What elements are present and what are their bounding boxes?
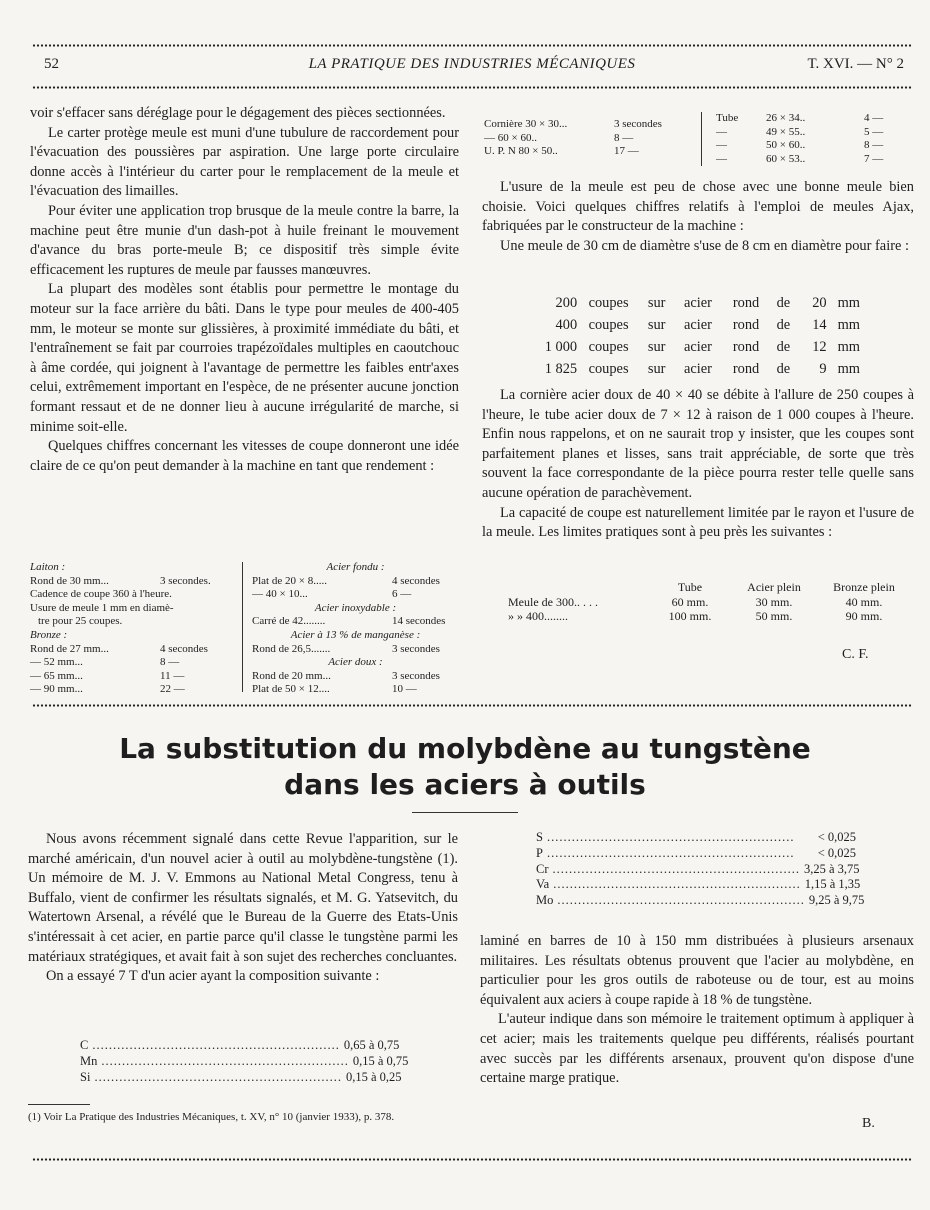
limits-cell: 90 mm.	[845, 609, 883, 623]
element-value: 0,65 à 0,75	[343, 1038, 400, 1052]
top-kind: —	[716, 152, 727, 165]
cut-time: 11 —	[160, 669, 185, 682]
cut-label: Cadence de coupe 360 à l'heure.	[30, 588, 172, 601]
cut-row	[252, 602, 459, 616]
composition-left	[80, 1038, 409, 1085]
element-symbol: C	[80, 1038, 89, 1052]
right-column	[482, 178, 914, 256]
top-size: 26 × 34..	[766, 112, 806, 124]
cut-row	[30, 670, 235, 684]
limits-cell: 60 mm.	[671, 594, 709, 609]
cut-label: — 65 mm...	[30, 669, 83, 682]
cut-label: Carré de 42........	[252, 615, 326, 628]
cut-label: Acier inoxydable :	[314, 601, 397, 614]
dot-leader: ............................................................	[553, 877, 801, 892]
wear-cell: 9	[819, 361, 827, 377]
dot-leader: ............................................................	[557, 893, 805, 908]
wear-cell: de	[776, 361, 791, 377]
limits-head	[508, 580, 648, 595]
paragraph: Quelques chiffres concernant les vitesses de coupe donneront une idée claire de ce qu'on peut demander à la machine en tant que rendement :	[30, 438, 459, 474]
top-time: 17 —	[614, 145, 639, 158]
top-row	[484, 145, 694, 159]
top-time: 8 —	[864, 139, 884, 152]
top-size: 50 × 60..	[766, 139, 806, 152]
cut-row	[252, 683, 459, 697]
limits-head: Acier plein	[747, 580, 801, 594]
table-divider	[701, 112, 702, 166]
composition-right	[536, 830, 865, 909]
wear-cell: coupes	[588, 295, 629, 311]
cut-time: 3 secondes	[392, 642, 440, 655]
top-table-left	[484, 118, 694, 159]
paragraph: voir s'effacer sans déréglage pour le dégagement des pièces sectionnées.	[30, 105, 446, 121]
wear-cell: de	[776, 295, 791, 311]
element-value: 0,15 à 0,25	[345, 1069, 402, 1084]
cut-label: Usure de meule 1 mm en diamè-	[30, 601, 174, 614]
element-value: 9,25 à 9,75	[808, 893, 865, 908]
top-time: 3 secondes	[614, 118, 662, 130]
signature: B.	[862, 1116, 875, 1131]
dot-leader: ............................................................	[101, 1053, 349, 1068]
element-symbol: Si	[80, 1069, 91, 1084]
wear-cell: acier	[683, 339, 712, 355]
title-rule	[412, 812, 518, 813]
composition-row	[536, 830, 856, 846]
cut-label: Rond de 30 mm...	[30, 574, 109, 587]
limits-cell: 30 mm.	[755, 594, 793, 609]
cut-time: 6 —	[392, 588, 412, 601]
cut-time: 10 —	[392, 683, 417, 696]
wear-cell: coupes	[588, 361, 629, 377]
element-symbol: Cr	[536, 861, 549, 876]
cut-row	[30, 656, 235, 670]
top-kind: —	[716, 125, 727, 138]
composition-row	[536, 846, 856, 862]
composition-row	[536, 877, 861, 893]
cut-label: Plat de 20 × 8.....	[252, 574, 327, 587]
cut-label: tre pour 25 coupes.	[38, 615, 123, 628]
wear-cell: rond	[732, 339, 760, 355]
cut-time: 22 —	[160, 683, 185, 696]
dot-leader: ............................................................	[546, 845, 795, 860]
element-value: < 0,025	[817, 830, 856, 844]
cut-label: Acier à 13 % de manganèse :	[290, 628, 421, 641]
wear-cell: 14	[812, 317, 827, 333]
top-kind: —	[716, 139, 727, 152]
wear-cell: 1 000	[544, 339, 578, 355]
cut-row	[252, 629, 459, 643]
limits-cell: » » 400........	[508, 609, 568, 623]
article-left-column	[28, 830, 458, 987]
wear-cell: sur	[647, 361, 666, 377]
wear-row	[530, 314, 860, 336]
element-symbol: Va	[536, 877, 550, 892]
paragraph: Une meule de 30 cm de diamètre s'use de 8 cm en diamètre pour faire :	[500, 237, 909, 254]
article-right-column	[480, 932, 914, 1089]
top-time: 7 —	[864, 152, 884, 165]
article-title-line1: La substitution du molybdène au tungstène	[119, 732, 811, 765]
limits-row	[508, 595, 912, 610]
wear-cell: coupes	[588, 339, 629, 355]
cut-label: Rond de 26,5.......	[252, 642, 331, 655]
cut-label: Acier doux :	[328, 656, 383, 669]
wear-cell: de	[776, 317, 791, 333]
wear-row	[530, 292, 860, 314]
element-value: 1,15 à 1,35	[804, 877, 861, 892]
cut-label: Plat de 50 × 12....	[252, 683, 330, 696]
wear-cell: 12	[812, 339, 827, 355]
wear-cell: 400	[555, 317, 578, 333]
article-title-line2: dans les aciers à outils	[284, 768, 646, 801]
cut-label: — 90 mm...	[30, 683, 83, 696]
cut-row	[252, 643, 459, 657]
limits-cell: 100 mm.	[668, 609, 712, 623]
top-dotted-rule	[32, 44, 912, 47]
paragraph: On a essayé 7 T d'un acier ayant la composition suivante :	[46, 968, 380, 985]
top-row	[484, 118, 694, 132]
limits-header	[508, 580, 912, 595]
cut-row	[252, 656, 459, 670]
cut-label: — 40 × 10...	[252, 588, 308, 601]
wear-cell: rond	[732, 317, 760, 333]
limits-cell: 50 mm.	[755, 609, 793, 623]
cut-label: Rond de 27 mm...	[30, 642, 109, 655]
cut-row	[30, 588, 235, 602]
wear-cell: coupes	[588, 317, 629, 333]
wear-cell: rond	[732, 295, 760, 311]
table-divider	[242, 562, 243, 692]
wear-cell: mm	[837, 339, 860, 355]
cut-row	[30, 575, 235, 589]
top-size: 60 × 53..	[766, 152, 806, 165]
top-row	[716, 153, 912, 167]
paragraph: Pour éviter une application trop brusque de la meule contre la barre, la machine peut être munie d'un dash-pot à huile freinant le mouvement d'avance du bras porte-meule B; ce dispositif très simple évite efficacement les ruptures de meule par fausses manœuvres.	[30, 202, 459, 278]
page-number: 52	[44, 56, 59, 72]
paragraph: L'auteur indique dans son mémoire le traitement optimum à appliquer à cet acier; mais les traitements quelque peu différents, réalisés pourtant avec succès par les différents arsenaux, prouvent qu'on dispose d'une certaine marge pratique.	[480, 1011, 914, 1087]
top-size: 49 × 55..	[766, 125, 806, 138]
top-time: 5 —	[864, 125, 884, 138]
bottom-dotted-rule	[32, 1158, 912, 1161]
cut-label: Rond de 20 mm...	[252, 669, 331, 682]
element-symbol: Mo	[536, 893, 554, 908]
top-time: 8 —	[614, 131, 634, 144]
wear-cell: acier	[683, 361, 712, 377]
top-table-right	[716, 112, 912, 166]
footnote-rule	[28, 1104, 90, 1105]
cut-row	[252, 615, 459, 629]
cut-row	[252, 575, 459, 589]
paragraph: laminé en barres de 10 à 150 mm distribuées à plusieurs arsenaux militaires. Les résultats obtenus prouvent que l'acier au molybdène, en particulier pour les gros outils de raboteuse ou de tour, est au moins équivalent aux aciers à coupe rapide à 18 % de tungstène.	[480, 933, 914, 1008]
cut-row	[30, 643, 235, 657]
wear-cell: sur	[647, 339, 666, 355]
cut-row	[30, 683, 235, 697]
dot-leader: ............................................................	[552, 861, 800, 876]
dot-leader: ............................................................	[92, 1038, 340, 1052]
cut-time: 4 secondes	[392, 574, 440, 587]
element-symbol: Mn	[80, 1053, 98, 1068]
limits-head: Tube	[677, 580, 703, 594]
limits-head: Bronze plein	[833, 580, 895, 594]
top-row	[716, 112, 912, 126]
limits-table	[508, 580, 912, 624]
journal-title: LA PRATIQUE DES INDUSTRIES MÉCANIQUES	[308, 56, 636, 72]
cut-label: Bronze :	[30, 628, 68, 641]
cut-row	[30, 615, 235, 629]
wear-list	[530, 292, 860, 380]
composition-row	[536, 893, 865, 909]
element-symbol: S	[536, 830, 543, 844]
footnote: (1) Voir La Pratique des Industries Mécaniques, t. XV, n° 10 (janvier 1933), p. 378.	[28, 1111, 395, 1123]
cut-time: 8 —	[160, 656, 180, 669]
wear-cell: sur	[647, 295, 666, 311]
running-header	[40, 56, 904, 76]
paragraph: Le carter protège meule est muni d'une tubulure de raccordement pour l'évacuation des poussières par aspiration. Une large porte circulaire donne accès à l'intérieur du carter pour le remplacement de la meule et l'évacuation des limailles.	[30, 124, 459, 200]
wear-cell: sur	[647, 317, 666, 333]
composition-row	[536, 861, 860, 878]
element-symbol: P	[536, 845, 543, 860]
cut-label: Acier fondu :	[326, 561, 385, 573]
cut-row	[252, 670, 459, 684]
cut-label: — 52 mm...	[30, 656, 83, 669]
left-column	[30, 104, 459, 476]
header-dotted-rule	[32, 86, 912, 89]
limits-row	[508, 609, 912, 624]
top-label: U. P. N 80 × 50..	[484, 145, 558, 158]
cut-time: 3 secondes	[392, 669, 440, 682]
cut-row	[252, 561, 459, 575]
wear-cell: mm	[837, 361, 860, 377]
wear-cell: acier	[683, 295, 712, 311]
element-value: 3,25 à 3,75	[804, 861, 860, 876]
cut-table-left	[30, 561, 235, 697]
wear-cell: 200	[555, 295, 578, 311]
wear-cell: rond	[732, 361, 760, 377]
signature: C. F.	[842, 647, 869, 662]
wear-row	[530, 336, 860, 358]
paragraph: La capacité de coupe est naturellement limitée par le rayon et l'usure de la meule. Les limites pratiques sont à peu près les suivantes :	[482, 504, 914, 541]
limits-cell: 40 mm.	[845, 594, 883, 609]
cut-time: 4 secondes	[160, 642, 208, 655]
cut-label: Laiton :	[30, 561, 66, 573]
top-row	[716, 126, 912, 140]
cut-time: 3 secondes.	[160, 574, 211, 587]
volume-number: T. XVI. — N° 2	[807, 56, 904, 72]
cut-row	[30, 561, 235, 575]
element-value: 0,15 à 0,75	[352, 1053, 409, 1068]
top-label: — 60 × 60..	[484, 131, 537, 144]
section-dotted-rule	[32, 704, 912, 707]
top-kind: Tube	[716, 112, 739, 124]
composition-row	[80, 1053, 409, 1070]
limits-cell: Meule de 300.. . . .	[508, 594, 598, 609]
cut-row	[252, 588, 459, 602]
top-time: 4 —	[864, 112, 884, 124]
cut-time: 14 secondes	[392, 615, 446, 628]
dot-leader: ............................................................	[94, 1069, 342, 1084]
right-column-cont	[482, 386, 914, 543]
wear-row	[530, 358, 860, 380]
cut-table-right	[252, 561, 459, 697]
wear-cell: mm	[837, 317, 860, 333]
paragraph: La plupart des modèles sont établis pour permettre le montage du moteur sur la face arrière du bâti. Dans le type pour meules de 400-405 mm, le moteur se monte sur glissières, à proximité immédiate du bâti, et l'entraînement se fait par courroies trapézoïdales multiples en caoutchouc à âme cordée, qui joignent à l'avantage de permettre les faibles entr'axes celui, extrêmement important en l'espèce, de ne présenter aucune jonction formant ressaut et de ne donner lieu à aucune irrégularité de marche, si minime soit-elle.	[30, 281, 459, 435]
top-row	[716, 139, 912, 153]
dot-leader: ............................................................	[546, 830, 795, 844]
cut-row	[30, 629, 235, 643]
element-value: < 0,025	[817, 845, 856, 860]
wear-cell: 1 825	[544, 361, 578, 377]
top-label: Cornière 30 × 30...	[484, 118, 568, 130]
wear-cell: 20	[812, 295, 827, 311]
wear-cell: mm	[837, 295, 860, 311]
composition-row	[80, 1069, 402, 1086]
top-row	[484, 132, 694, 146]
wear-cell: de	[776, 339, 791, 355]
composition-row	[80, 1038, 400, 1054]
wear-cell: acier	[683, 317, 712, 333]
cut-row	[30, 602, 235, 616]
paragraph: L'usure de la meule est peu de chose avec une bonne meule bien choisie. Voici quelques chiffres relatifs à l'emploi de meules Ajax, fabriquées par le constructeur de la machine :	[482, 179, 914, 235]
paragraph: La cornière acier doux de 40 × 40 se débite à l'allure de 250 coupes à l'heure, le tube acier doux de 7 × 12 à raison de 1 000 coupes à l'heure. Enfin nous rappelons, et on ne saurait trop y insister, que les coupes sont parfaitement planes et lisses, sans trait appréciable, de sorte que très souvent la face correspondante de la pièce pourra rester telle quelle sans aucune opération de parachèvement.	[482, 387, 914, 501]
paragraph: Nous avons récemment signalé dans cette Revue l'apparition, sur le marché américain, d'un nouvel acier à outil au molybdène-tungstène (1). Un mémoire de M. J. V. Emmons au National Metal Congress, tenu à Buffalo, vient de confirmer les résultats signalés, et M. G. Yatsevitch, du Watertown Arsenal, a révélé que le Bureau de la Guerre des Etats-Unis s'intéressait à cet acier, en partie parce qu'il classe le tungstène parmi les matériaux stratégiques, et avait fait à son sujet des recherches concluantes.	[28, 831, 458, 965]
